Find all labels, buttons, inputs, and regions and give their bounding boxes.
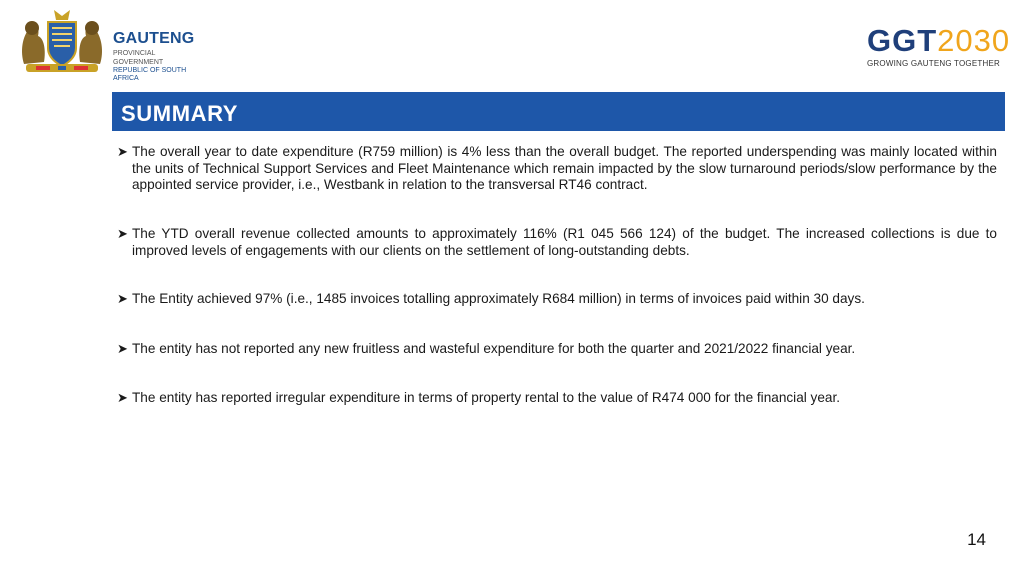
arrow-bullet-icon: ➤ xyxy=(117,341,128,356)
title-banner xyxy=(112,92,1005,131)
bullet-item xyxy=(117,390,997,407)
bullet-item xyxy=(117,291,997,308)
arrow-bullet-icon: ➤ xyxy=(117,291,128,306)
bullet-text: The overall year to date expenditure (R759 million) is 4% less than the overall budget. The reported underspending was mainly located within the units of Technical Support Services and Fleet Maintenance which remain impacted by the slow turnaround periods/slow performance by the appointed service provider, i.e., Westbank in relation to the transversal RT46 contract. xyxy=(132,144,997,192)
bullet-item xyxy=(117,144,997,194)
arrow-bullet-icon: ➤ xyxy=(117,390,128,405)
gov-title: GAUTENG xyxy=(113,30,195,47)
ggt-tagline: GROWING GAUTENG TOGETHER xyxy=(867,59,1000,68)
bullet-item xyxy=(117,226,997,259)
ggt-wordmark xyxy=(867,23,1011,58)
ggt-year: 2030 xyxy=(937,23,1011,58)
bullet-text: The Entity achieved 97% (i.e., 1485 invoices totalling approximately R684 million) in terms of invoices paid within 30 days. xyxy=(132,291,865,306)
gov-line-1: PROVINCIAL GOVERNMENT xyxy=(113,50,164,66)
ggt2030-logo xyxy=(867,23,1011,72)
bullet-item xyxy=(117,341,997,358)
bullet-text: The entity has reported irregular expenditure in terms of property rental to the value of R474 000 for the financial year. xyxy=(132,390,841,405)
arrow-bullet-icon: ➤ xyxy=(117,144,128,159)
slide-title: SUMMARY xyxy=(121,101,239,126)
bullet-text: The YTD overall revenue collected amounts to approximately 116% (R1 045 566 124) of the budget. The increased collections is due to improved levels of engagements with our clients on the settlement of long-outstanding debts. xyxy=(132,226,997,258)
arrow-bullet-icon: ➤ xyxy=(117,226,128,241)
bullet-text: The entity has not reported any new fruitless and wasteful expenditure for both the quarter and 2021/2022 financial year. xyxy=(132,341,856,356)
ggt-brand: GGT xyxy=(867,23,938,58)
gauteng-logo xyxy=(16,6,206,82)
gov-line-2: REPUBLIC OF SOUTH AFRICA xyxy=(113,67,187,82)
page-number: 14 xyxy=(967,530,986,549)
coat-of-arms-icon xyxy=(16,6,108,76)
